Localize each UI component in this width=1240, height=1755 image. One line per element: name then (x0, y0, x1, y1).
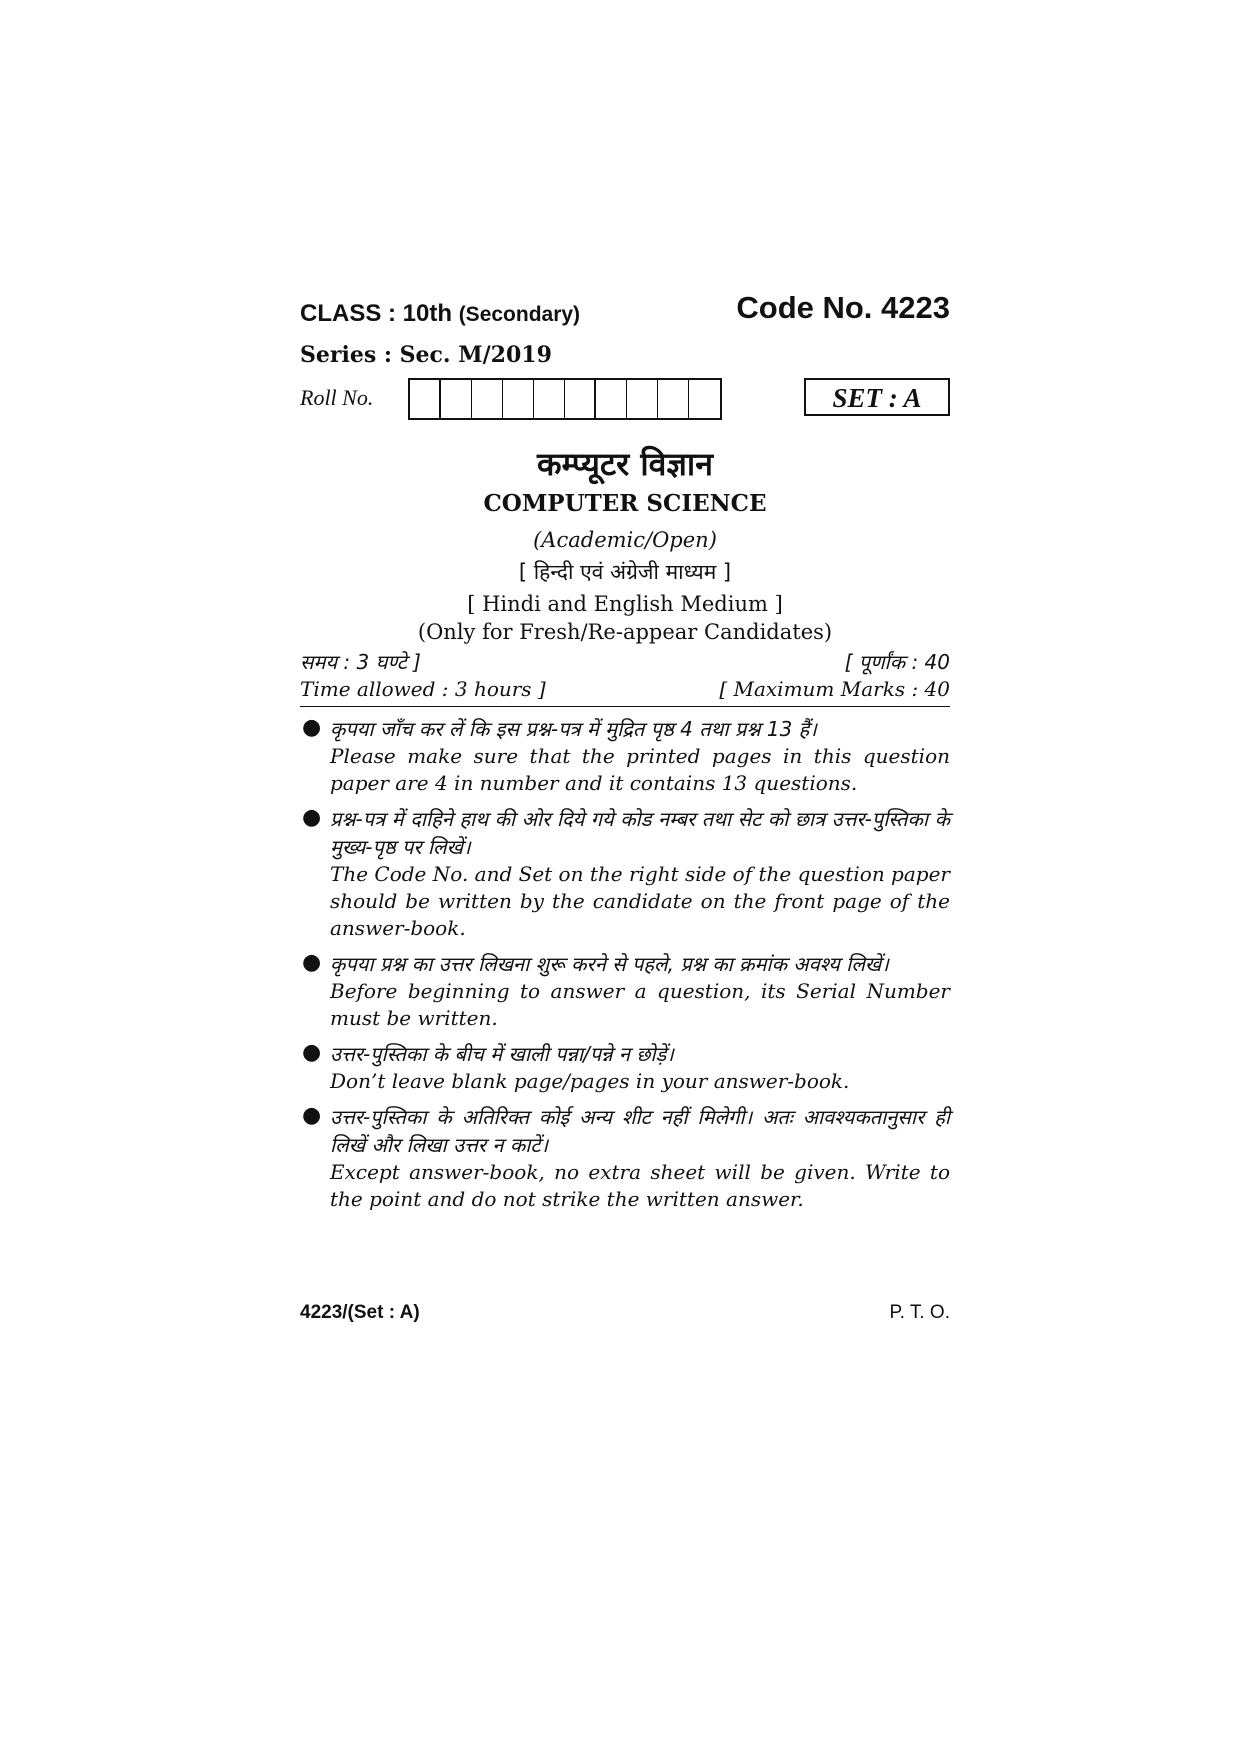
academic-open-label: (Academic/Open) (533, 528, 717, 552)
medium-english: [ Hindi and English Medium ] (467, 592, 783, 616)
divider (300, 706, 950, 707)
candidates-note: (Only for Fresh/Re-appear Candidates) (417, 620, 833, 644)
instruction-english: Except answer-book, no extra sheet will be given. Write to the point and do not strike the written answer. (330, 1160, 950, 1211)
roll-box[interactable] (534, 380, 565, 418)
time-english: Time allowed : 3 hours ] (300, 677, 546, 701)
instruction-item (300, 805, 950, 942)
bullet-icon: ● (302, 805, 322, 830)
marks-english: [ Maximum Marks : 40 (719, 677, 950, 701)
footer-code: 4223/(Set : A) (300, 1302, 420, 1323)
footer-pto: P. T. O. (889, 1302, 950, 1323)
marks-hindi: [ पूर्णांक : 40 (844, 650, 950, 674)
instruction-item (300, 715, 950, 797)
class-text: CLASS : 10th (300, 300, 453, 327)
instruction-item (300, 950, 950, 1032)
roll-box[interactable] (689, 380, 720, 418)
time-hindi: समय : 3 घण्टे ] (300, 650, 421, 674)
series-label: Series : Sec. M/2019 (300, 342, 552, 368)
bullet-icon: ● (302, 950, 322, 975)
instruction-hindi: उत्तर-पुस्तिका के अतिरिक्त कोई अन्य शीट नहीं मिलेगी। अतः आवश्यकतानुसार ही लिखें और लिखा उत्तर न काटें। (330, 1105, 950, 1157)
class-subtext: (Secondary) (458, 303, 581, 326)
roll-box[interactable] (503, 380, 534, 418)
instruction-english: Don’t leave blank page/pages in your answer-book. (330, 1069, 850, 1093)
roll-box[interactable] (565, 380, 596, 418)
instruction-hindi: उत्तर-पुस्तिका के बीच में खाली पन्ना/पन्ने न छोड़ें। (330, 1042, 674, 1066)
set-badge: SET : A (804, 378, 950, 416)
roll-box[interactable] (441, 380, 472, 418)
subject-title-english: COMPUTER SCIENCE (483, 490, 767, 517)
instruction-item (300, 1040, 950, 1095)
instruction-english: Before beginning to answer a question, its Serial Number must be written. (330, 979, 950, 1030)
bullet-icon: ● (302, 1040, 322, 1065)
code-number: Code No. 4223 (736, 290, 950, 325)
bullet-icon: ● (302, 715, 322, 740)
roll-box[interactable] (410, 380, 441, 418)
bullet-icon: ● (302, 1103, 322, 1128)
subject-title-hindi: कम्प्यूटर विज्ञान (537, 445, 713, 483)
instructions-list (300, 715, 950, 1221)
class-label (300, 300, 580, 328)
roll-box[interactable] (627, 380, 658, 418)
instruction-english: The Code No. and Set on the right side of the question paper should be written by the candidate on the front page of the answer-book. (330, 862, 950, 940)
instruction-english: Please make sure that the printed pages in this question paper are 4 in number and it contains 13 questions. (330, 744, 950, 795)
roll-number-boxes[interactable] (408, 378, 722, 420)
instruction-hindi: कृपया जाँच कर लें कि इस प्रश्न-पत्र में मुद्रित पृष्ठ 4 तथा प्रश्न 13 हैं। (330, 717, 817, 741)
instruction-hindi: कृपया प्रश्न का उत्तर लिखना शुरू करने से पहले, प्रश्न का क्रमांक अवश्य लिखें। (330, 952, 889, 976)
medium-hindi: [ हिन्दी एवं अंग्रेजी माध्यम ] (518, 560, 732, 584)
roll-box[interactable] (658, 380, 689, 418)
roll-number-label: Roll No. (300, 385, 374, 410)
instruction-hindi: प्रश्न-पत्र में दाहिने हाथ की ओर दिये गये कोड नम्बर तथा सेट को छात्र उत्तर-पुस्तिका के मुख्य-पृष्ठ पर लिखें। (330, 807, 950, 859)
roll-box[interactable] (472, 380, 503, 418)
instruction-item (300, 1103, 950, 1213)
roll-box[interactable] (596, 380, 627, 418)
